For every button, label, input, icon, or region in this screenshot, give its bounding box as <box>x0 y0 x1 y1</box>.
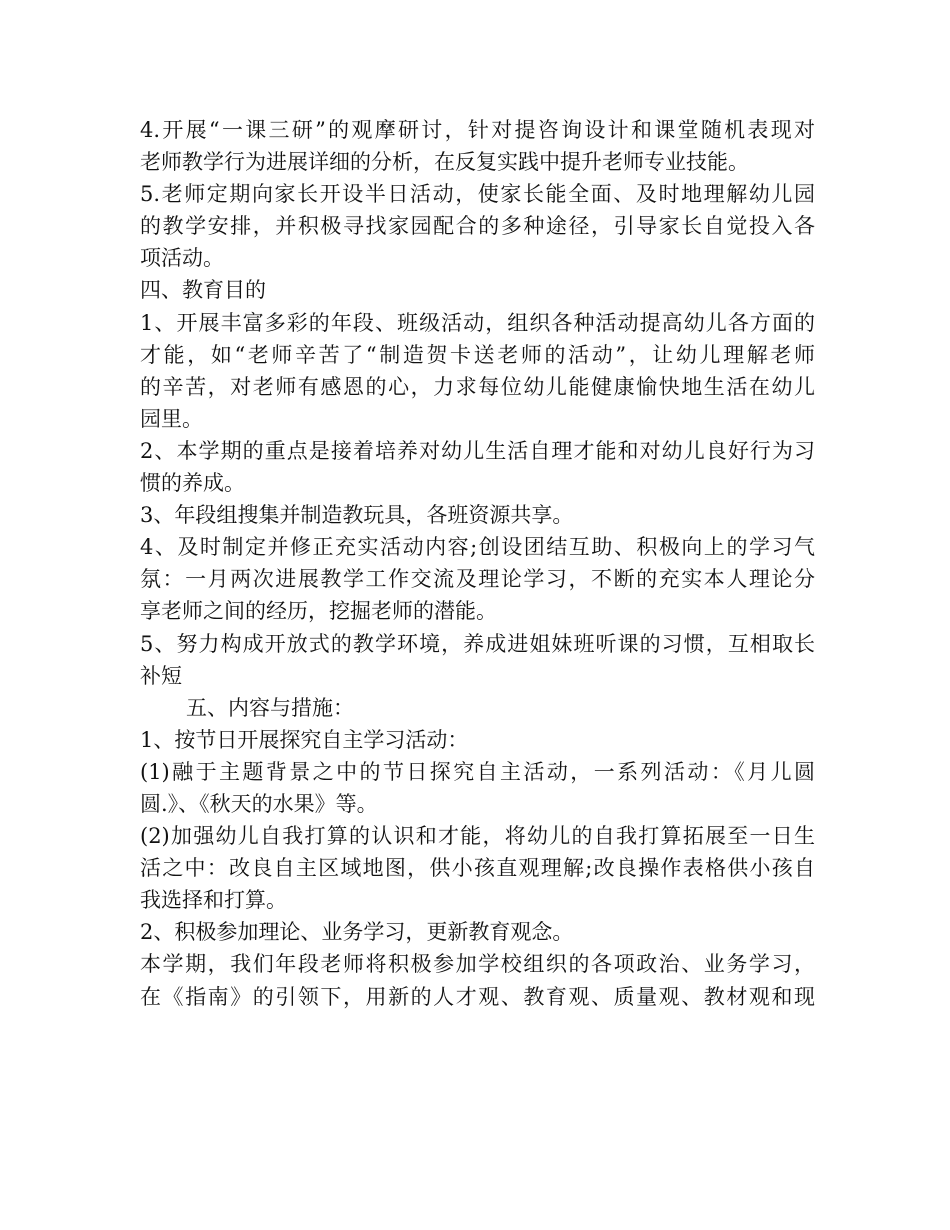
paragraph-line: 1、开展丰富多彩的年段、班级活动，组织各种活动提高幼儿各方面的 <box>140 310 815 335</box>
paragraph-line: 补短 <box>140 663 182 688</box>
section-heading: 五、内容与措施： <box>186 695 354 720</box>
section-heading: 四、教育目的 <box>140 278 266 303</box>
paragraph-line: (1)融于主题背景之中的节日探究自主活动，一系列活动：《月儿圆 <box>140 759 815 784</box>
paragraph-line: 5.老师定期向家长开设半日活动，使家长能全面、及时地理解幼儿园 <box>140 182 815 207</box>
paragraph-line: 我选择和打算。 <box>140 888 287 913</box>
paragraph-line: 4.开展“一课三研”的观摩研讨，针对提咨询设计和课堂随机表现对 <box>140 118 815 142</box>
paragraph-line: 4、及时制定并修正充实活动内容;创设团结互助、积极向上的学习气 <box>140 535 815 560</box>
paragraph-line: (2)加强幼儿自我打算的认识和才能，将幼儿的自我打算拓展至一日生 <box>140 824 815 849</box>
paragraph-line: 才能，如“老师辛苦了“制造贺卡送老师的活动”，让幼儿理解老师 <box>140 342 815 367</box>
paragraph-line: 2、本学期的重点是接着培养对幼儿生活自理才能和对幼儿良好行为习 <box>140 438 815 463</box>
paragraph-line: 1、按节日开展探究自主学习活动： <box>140 727 469 752</box>
paragraph-line: 的教学安排，并积极寻找家园配合的多种途径，引导家长自觉投入各 <box>140 214 815 239</box>
paragraph-line: 园里。 <box>140 406 203 431</box>
paragraph-line: 2、积极参加理论、业务学习，更新教育观念。 <box>140 920 574 945</box>
paragraph-line: 本学期，我们年段老师将积极参加学校组织的各项政治、业务学习， <box>140 952 815 977</box>
paragraph-line: 圆.》、《秋天的水果》等。 <box>140 791 378 816</box>
paragraph-line: 享老师之间的经历，挖掘老师的潜能。 <box>140 599 497 624</box>
paragraph-line: 惯的养成。 <box>140 471 245 496</box>
paragraph-line: 5、努力构成开放式的教学环境，养成进姐妹班听课的习惯，互相取长 <box>140 631 815 656</box>
paragraph-line: 的辛苦，对老师有感恩的心，力求每位幼儿能健康愉快地生活在幼儿 <box>140 374 815 399</box>
paragraph-line: 氛：一月两次进展教学工作交流及理论学习，不断的充实本人理论分 <box>140 567 815 592</box>
paragraph-line: 在《指南》的引领下，用新的人才观、教育观、质量观、教材观和现 <box>140 984 815 1009</box>
paragraph-line: 活之中：改良自主区域地图，供小孩直观理解;改良操作表格供小孩自 <box>140 856 815 881</box>
paragraph-line: 3、年段组搜集并制造教玩具，各班资源共享。 <box>140 503 574 528</box>
document-body <box>140 114 815 1013</box>
paragraph-line: 老师教学行为进展详细的分析，在反复实践中提升老师专业技能。 <box>140 150 749 175</box>
paragraph-line: 项活动。 <box>140 246 224 271</box>
